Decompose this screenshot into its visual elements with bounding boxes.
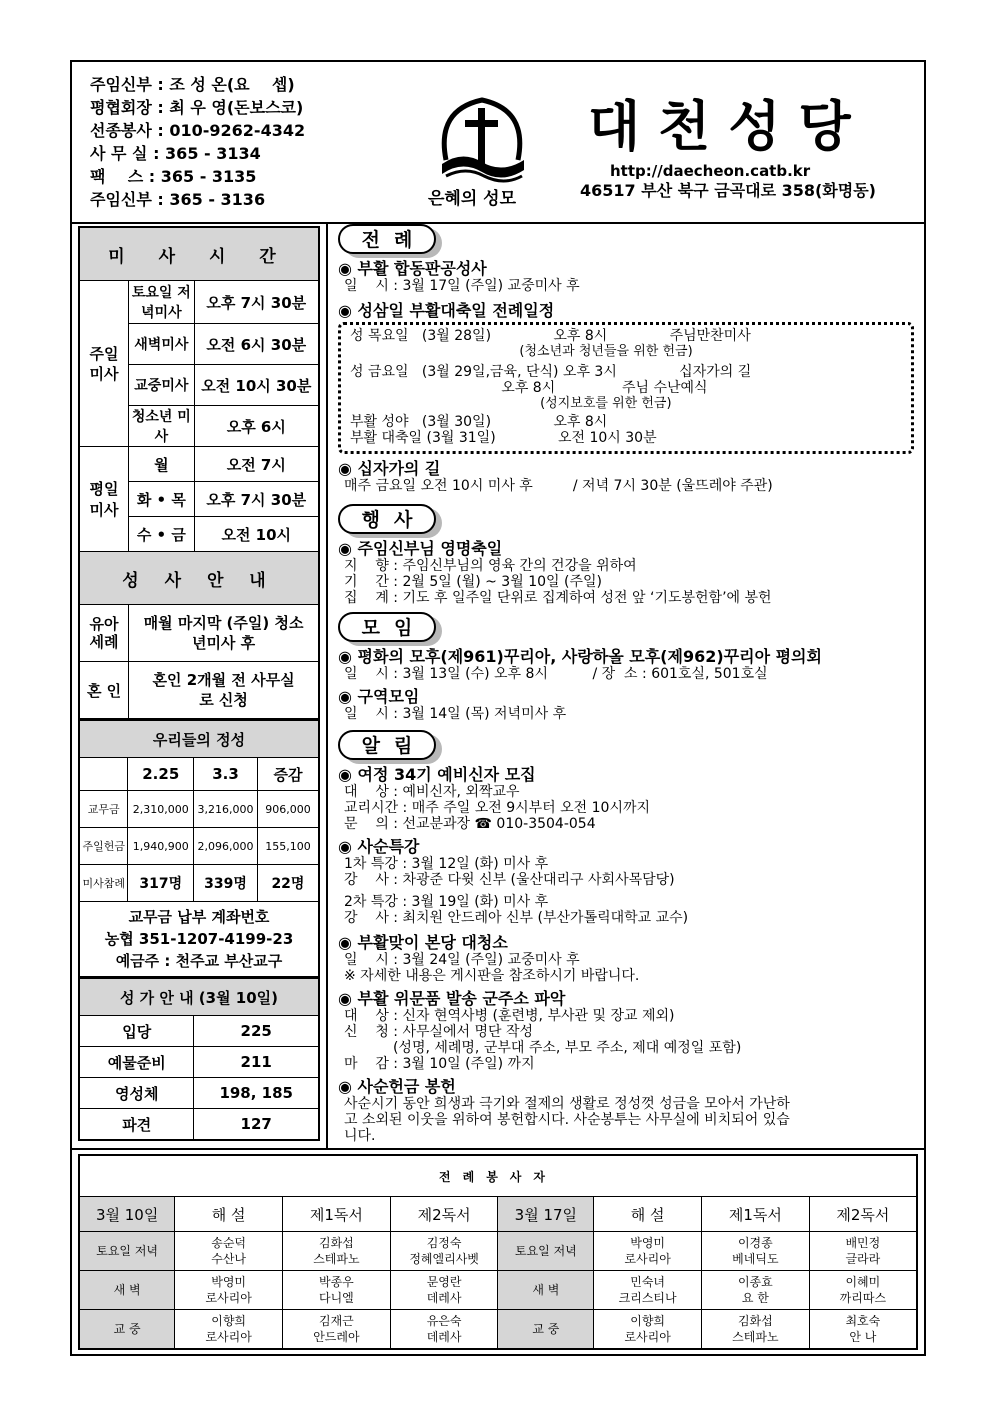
hymn-value: 225	[194, 1016, 319, 1047]
hymn-value: 127	[194, 1109, 319, 1141]
offering-value: 2,310,000	[128, 791, 194, 828]
church-url[interactable]: http://daecheon.catb.kr	[610, 162, 811, 180]
server-baptismal-name: 베네딕도	[732, 1252, 779, 1266]
notice-line: 일 시 : 3월 14일 (목) 저녁미사 후	[344, 706, 567, 722]
server-cell	[594, 1271, 702, 1310]
mass-name: 토요일 저녁미사	[129, 281, 194, 324]
hymn-title: 성 가 안 내 (3월 10일)	[79, 979, 319, 1016]
server-cell	[702, 1232, 810, 1271]
sunday-mass-label: 주일 미사	[79, 281, 129, 447]
hymn-value: 211	[194, 1047, 319, 1078]
offering-header: 2.25	[128, 758, 194, 791]
server-cell	[390, 1271, 498, 1310]
server-cell	[283, 1232, 391, 1271]
server-cell	[283, 1310, 391, 1350]
header-line: 선종봉사 : 010-9262-4342	[90, 121, 306, 140]
server-name: 김화섭	[318, 1236, 354, 1250]
notice-line: 대 상 : 예비신자, 외짝교우	[344, 784, 520, 800]
notice-line: 1차 특강 : 3월 12일 (화) 미사 후	[344, 856, 549, 872]
notice-line: 고 소외된 이웃을 위하여 봉헌합시다. 사순봉투는 사무실에 비치되어 있습	[344, 1112, 790, 1128]
server-baptismal-name: 데레사	[426, 1330, 462, 1344]
server-row-label: 교 중	[79, 1310, 175, 1350]
account-line: 교무금 납부 계좌번호	[128, 908, 270, 926]
server-date: 3월 17일	[498, 1197, 594, 1232]
server-name: 박영미	[211, 1275, 247, 1289]
notice-line: 문 의 : 선교분과장 ☎ 010-3504-054	[344, 816, 596, 832]
server-baptismal-name: 로사리아	[205, 1291, 252, 1305]
server-name: 배민정	[845, 1236, 881, 1250]
notice-title: ◉ 사순특강	[338, 837, 420, 856]
header-line: 주임신부 : 365 - 3136	[90, 190, 266, 209]
bulletin-page	[70, 60, 926, 1356]
server-row-label: 토요일 저녁	[498, 1232, 594, 1271]
notice-title: ◉ 십자가의 길	[338, 459, 441, 478]
hymn-value: 198, 185	[194, 1078, 319, 1109]
server-col: 제1독서	[702, 1197, 810, 1232]
server-name: 박종우	[318, 1275, 354, 1289]
servers-section	[78, 1154, 918, 1350]
server-cell	[390, 1310, 498, 1350]
offering-header: 증감	[257, 758, 319, 791]
mass-name: 새벽미사	[129, 324, 194, 365]
servers-table	[78, 1154, 918, 1350]
notice-line: 2차 특강 : 3월 19일 (화) 미사 후	[344, 894, 549, 910]
column-divider	[326, 222, 328, 1148]
server-cell	[594, 1232, 702, 1271]
mass-time: 오후 7시 30분	[194, 281, 319, 324]
notice-title: ◉ 부활 위문품 발송 군주소 파악	[338, 989, 566, 1008]
offering-value: 339명	[194, 865, 258, 902]
server-cell	[390, 1232, 498, 1271]
server-col: 해 설	[594, 1197, 702, 1232]
offering-row-name: 미사참례	[79, 865, 128, 902]
server-cell	[283, 1271, 391, 1310]
header-line: 평협회장 : 최 우 영(돈보스코)	[90, 98, 304, 117]
mass-name: 교중미사	[129, 365, 194, 406]
server-cell	[702, 1310, 810, 1350]
notice-title: ◉ 부활 합동판공성사	[338, 259, 487, 278]
church-address: 46517 부산 북구 금곡대로 358(화명동)	[580, 181, 876, 200]
weekday-mass-label: 평일 미사	[79, 447, 129, 552]
server-date: 3월 10일	[79, 1197, 175, 1232]
notice-line: 강 사 : 최치원 안드레아 신부 (부산가톨릭대학교 교수)	[344, 910, 689, 926]
offering-corner	[79, 758, 128, 791]
server-col: 제2독서	[390, 1197, 498, 1232]
sacrament-name: 유아 세례	[79, 605, 129, 662]
server-baptismal-name: 스테파노	[313, 1252, 360, 1266]
hymn-name: 파견	[79, 1109, 194, 1141]
notice-line: 집 계 : 기도 후 일주일 단위로 집계하여 성전 앞 ‘기도봉헌함’에 봉헌	[344, 590, 772, 606]
server-name: 김화섭	[737, 1314, 773, 1328]
mass-table	[78, 226, 320, 720]
tab-events: 행사	[338, 504, 436, 534]
notice-line: 지 향 : 주임신부님의 영육 간의 건강을 위하여	[344, 558, 637, 574]
server-baptismal-name: 안 나	[849, 1330, 877, 1344]
servers-title: 전례봉사자	[79, 1155, 917, 1197]
server-cell	[809, 1232, 917, 1271]
church-title: 대천성당	[588, 94, 869, 158]
offering-table	[78, 720, 320, 978]
notice-line: 기 간 : 2월 5일 (월) ~ 3월 10일 (주일)	[344, 574, 602, 590]
server-col: 제2독서	[809, 1197, 917, 1232]
notice-title: ◉ 구역모임	[338, 687, 420, 706]
offering-row-name: 주일헌금	[79, 828, 128, 865]
server-cell	[809, 1310, 917, 1350]
left-column	[78, 226, 320, 1141]
server-baptismal-name: 정혜엘리사벳	[409, 1252, 479, 1266]
server-name: 박영미	[630, 1236, 666, 1250]
server-name: 유은숙	[426, 1314, 462, 1328]
hymn-name: 영성체	[79, 1078, 194, 1109]
offering-value: 155,100	[257, 828, 319, 865]
notice-line: 니다.	[344, 1128, 376, 1144]
mass-title: 미 사 시 간	[79, 227, 319, 281]
notice-line: 일 시 : 3월 17일 (주일) 교중미사 후	[344, 278, 580, 294]
header-line: 팩 스 : 365 - 3135	[90, 167, 257, 186]
schedule-line: 성 목요일 (3월 28일) 오후 8시 주님만찬미사	[350, 328, 751, 344]
schedule-line: 오후 8시 주님 수난예식	[350, 380, 708, 396]
notice-line: 신 청 : 사무실에서 명단 작성	[344, 1024, 534, 1040]
server-col: 해 설	[175, 1197, 283, 1232]
notice-title: ◉ 사순헌금 봉헌	[338, 1077, 456, 1096]
server-baptismal-name: 로사리아	[624, 1252, 671, 1266]
mass-name: 청소년 미사	[129, 406, 194, 447]
offering-value: 906,000	[257, 791, 319, 828]
server-name: 이혜미	[845, 1275, 881, 1289]
hymn-table	[78, 978, 320, 1141]
offering-row-name: 교무금	[79, 791, 128, 828]
schedule-line: 부활 대축일 (3월 31일) 오전 10시 30분	[350, 430, 657, 446]
tab-meetings: 모임	[338, 612, 436, 642]
sacrament-text: 혼인 2개월 전 사무실로 신청	[129, 662, 319, 720]
server-baptismal-name: 로사리아	[624, 1330, 671, 1344]
server-baptismal-name: 요 한	[741, 1291, 769, 1305]
right-column	[334, 224, 924, 1144]
server-row-label: 새 벽	[79, 1271, 175, 1310]
tab-liturgy: 전례	[338, 224, 436, 254]
server-baptismal-name: 글라라	[845, 1252, 881, 1266]
server-row-label: 새 벽	[498, 1271, 594, 1310]
notice-title: ◉ 여정 34기 예비신자 모집	[338, 765, 536, 784]
mass-name: 수 • 금	[129, 517, 194, 552]
server-baptismal-name: 스테파노	[732, 1330, 779, 1344]
server-name: 문영란	[426, 1275, 462, 1289]
server-name: 김정숙	[426, 1236, 462, 1250]
sacrament-text: 매월 마지막 (주일) 청소년미사 후	[129, 605, 319, 662]
notice-line: 일 시 : 3월 24일 (주일) 교중미사 후	[344, 952, 580, 968]
offering-header: 3.3	[194, 758, 258, 791]
notice-line: 마 감 : 3월 10일 (주일) 까지	[344, 1056, 535, 1072]
header-line: 주임신부 : 조 성 온(요 셉)	[90, 75, 295, 94]
mass-name: 월	[129, 447, 194, 482]
server-cell	[175, 1310, 283, 1350]
notice-title: ◉ 주임신부님 영명축일	[338, 539, 503, 558]
offering-value: 22명	[257, 865, 319, 902]
server-baptismal-name: 로사리아	[205, 1330, 252, 1344]
mass-time: 오후 7시 30분	[194, 482, 319, 517]
mass-name: 화 • 목	[129, 482, 194, 517]
server-baptismal-name: 데레사	[426, 1291, 462, 1305]
account-line: 예금주 : 천주교 부산교구	[115, 952, 283, 970]
header	[72, 62, 924, 224]
server-cell	[594, 1310, 702, 1350]
notice-title: ◉ 성삼일 부활대축일 전례일정	[338, 301, 555, 320]
notice-line: ※ 자세한 내용은 게시판을 참조하시기 바랍니다.	[344, 968, 640, 984]
sacrament-name: 혼 인	[79, 662, 129, 720]
account-line: 농협 351-1207-4199-23	[104, 930, 294, 948]
server-name: 이향희	[630, 1314, 666, 1328]
server-name: 민숙녀	[630, 1275, 666, 1289]
server-name: 김재근	[318, 1314, 354, 1328]
mass-time: 오전 10시	[194, 517, 319, 552]
schedule-line: 부활 성야 (3월 30일) 오후 8시	[350, 414, 608, 430]
schedule-line: (청소년과 청년들을 위한 헌금)	[350, 344, 693, 359]
server-name: 최호숙	[845, 1314, 881, 1328]
notice-line: 강 사 : 차광준 다윗 신부 (울산대리구 사회사목담당)	[344, 872, 675, 888]
server-baptismal-name: 까리따스	[839, 1291, 887, 1305]
section-divider	[72, 1148, 924, 1150]
notice-title: ◉ 평화의 모후(제961)꾸리아, 사랑하올 모후(제962)꾸리아 평의회	[338, 647, 822, 666]
server-name: 이경종	[737, 1236, 773, 1250]
account-info	[79, 902, 319, 978]
server-cell	[809, 1271, 917, 1310]
notice-title: ◉ 부활맞이 본당 대청소	[338, 933, 508, 952]
notice-line: 교리시간 : 매주 주일 오전 9시부터 오전 10시까지	[344, 800, 651, 816]
notice-line: 대 상 : 신자 현역사병 (훈련병, 부사관 및 장교 제외)	[344, 1008, 675, 1024]
offering-value: 3,216,000	[194, 791, 258, 828]
server-row-label: 교 중	[498, 1310, 594, 1350]
mass-time: 오후 6시	[194, 406, 319, 447]
server-row-label: 토요일 저녁	[79, 1232, 175, 1271]
mass-time: 오전 7시	[194, 447, 319, 482]
notice-line: 매주 금요일 오전 10시 미사 후 / 저녁 7시 30분 (울뜨레야 주관)	[344, 478, 773, 494]
hymn-name: 예물준비	[79, 1047, 194, 1078]
server-baptismal-name: 안드레아	[313, 1330, 360, 1344]
tab-notices: 알림	[338, 730, 436, 760]
server-name: 송순덕	[211, 1236, 247, 1250]
server-baptismal-name: 수산나	[211, 1252, 247, 1266]
server-col: 제1독서	[283, 1197, 391, 1232]
notice-line: (성명, 세례명, 군부대 주소, 부모 주소, 제대 예정일 포함)	[344, 1040, 742, 1056]
server-cell	[175, 1232, 283, 1271]
church-logo-icon	[432, 90, 532, 190]
hymn-name: 입당	[79, 1016, 194, 1047]
offering-value: 2,096,000	[194, 828, 258, 865]
mass-time: 오전 10시 30분	[194, 365, 319, 406]
header-line: 사 무 실 : 365 - 3134	[90, 144, 261, 163]
logo-caption: 은혜의 성모	[428, 189, 517, 209]
sacrament-title: 성 사 안 내	[79, 552, 319, 605]
offering-title: 우리들의 정성	[79, 721, 319, 758]
notice-line: 사순시기 동안 희생과 극기와 절제의 생활로 정성껏 성금을 모아서 가난하	[344, 1096, 790, 1112]
schedule-line: (성지보호를 위한 헌금)	[350, 396, 672, 411]
offering-value: 1,940,900	[128, 828, 194, 865]
server-cell	[175, 1271, 283, 1310]
schedule-line: 성 금요일 (3월 29일,금육, 단식) 오후 3시 십자가의 길	[350, 364, 752, 380]
server-cell	[702, 1271, 810, 1310]
notice-line: 일 시 : 3월 13일 (수) 오후 8시 / 장 소 : 601호실, 501호실	[344, 666, 768, 682]
server-baptismal-name: 크리스티나	[618, 1291, 677, 1305]
server-baptismal-name: 다니엘	[318, 1291, 354, 1305]
server-name: 이종효	[737, 1275, 773, 1289]
offering-value: 317명	[128, 865, 194, 902]
server-name: 이향희	[211, 1314, 247, 1328]
mass-time: 오전 6시 30분	[194, 324, 319, 365]
